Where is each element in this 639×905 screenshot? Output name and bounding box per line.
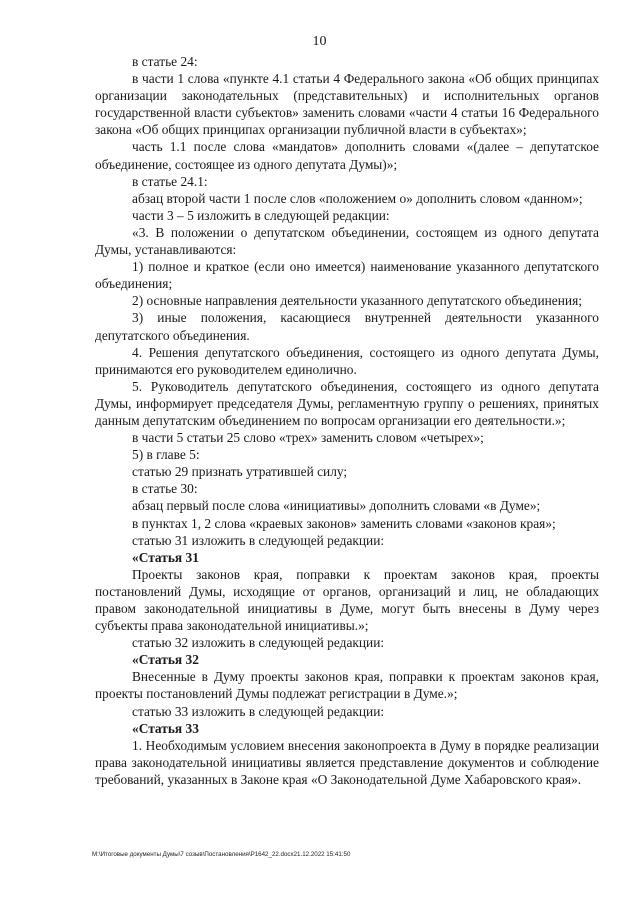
paragraph: 1. Необходимым условием внесения законопроекта в Думу в порядке реализации права законодательной инициативы является представление документов и соблюдение требований, указанных в Законе края «О Законодательной Думе Хабаровского края». [95,737,599,787]
page-number: 10 [312,34,327,49]
paragraph: в статье 24: [132,54,198,69]
article-heading: «Статья 32 [132,652,199,668]
paragraph: 5. Руководитель депутатского объединения, состоящего из одного депутата Думы, информирует председателя Думы, регламентную группу о решениях, принятых данным депутатским объединением по вопросам организации его деятельности.»; [95,378,599,428]
paragraph: 2) основные направления деятельности указанного депутатского объединения; [132,293,582,309]
paragraph: в части 5 статьи 25 слово «трех» заменить словом «четырех»; [132,430,484,446]
paragraph: в статье 30: [132,481,198,497]
paragraph: статью 32 изложить в следующей редакции: [132,635,385,651]
file-path-footer: M:\Итоговые документы Думы\7 созыв\Постановления\P1642_22.docx21.12.2022 15:41:50 [92,851,351,858]
paragraph: Проекты законов края, поправки к проектам законов края, проекты постановлений Думы, исходящие от органов, организаций и лиц, не обладающих правом законодательной инициативы в Думе, могут быть внесены в Думу через субъекты права законодательной инициативы.»; [95,566,599,634]
paragraph: Внесенные в Думу проекты законов края, поправки к проектам законов края, проекты постановлений Думы подлежат регистрации в Думе.»; [95,669,599,702]
article-heading: «Статья 31 [132,549,199,565]
article-heading: «Статья 33 [132,720,199,736]
paragraph: абзац второй части 1 после слов «положением о» дополнить словом «данном»; [132,190,583,206]
paragraph: 4. Решения депутатского объединения, состоящего из одного депутата Думы, принимаются его руководителем единолично. [95,344,599,377]
paragraph: в части 1 слова «пункте 4.1 статьи 4 Федерального закона «Об общих принципах организации законодательных (представительных) и исполнительных органов государственной власти субъектов» заменить словами «части 4 статьи 16 Федерального закона «Об общих принципах организации публичной власти в субъектах»; [95,71,599,138]
document-body [95,53,599,788]
paragraph: 5) в главе 5: [132,447,200,463]
paragraph: 1) полное и краткое (если оно имеется) наименование указанного депутатского объединения; [95,259,599,292]
paragraph: часть 1.1 после слова «мандатов» дополнить словами «(далее – депутатское объединение, состоящее из одного депутата Думы)»; [95,139,599,172]
paragraph: абзац первый после слова «инициативы» дополнить словами «в Думе»; [132,498,541,514]
paragraph: статью 33 изложить в следующей редакции: [132,703,385,719]
paragraph: части 3 – 5 изложить в следующей редакции: [132,207,390,223]
paragraph: 3) иные положения, касающиеся внутренней деятельности указанного депутатского объединения. [95,310,599,343]
paragraph: «3. В положении о депутатском объединении, состоящем из одного депутата Думы, устанавливаются: [95,224,599,258]
paragraph: статью 31 изложить в следующей редакции: [132,532,385,548]
paragraph: в статье 24.1: [132,173,208,189]
paragraph: в пунктах 1, 2 слова «краевых законов» заменить словами «законов края»; [132,515,556,531]
paragraph: статью 29 признать утратившей силу; [132,464,348,480]
